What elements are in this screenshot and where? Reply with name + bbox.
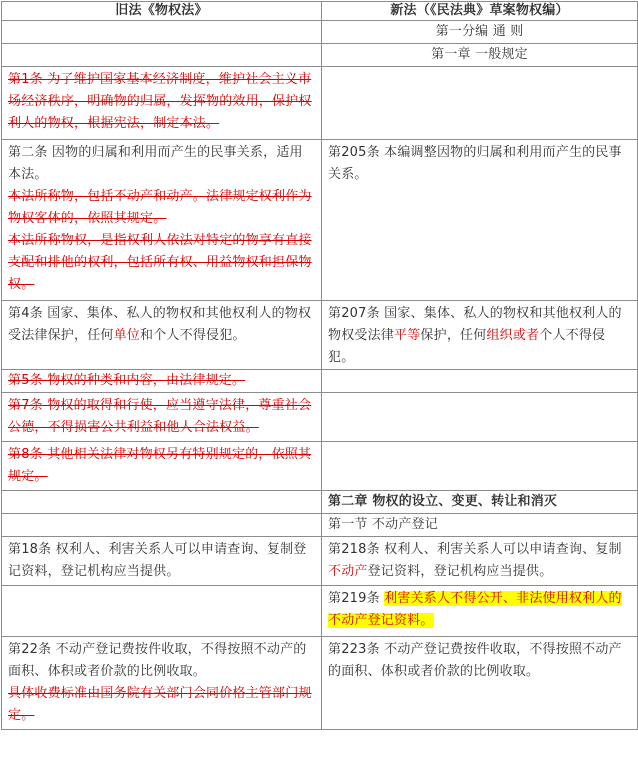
new-empty-cell (322, 67, 638, 140)
article4-row (2, 301, 638, 370)
law-comparison-table (1, 1, 638, 730)
article1-old-text: 第1条 为了维护国家基本经济制度，维护社会主义市场经济秩序，明确物的归属，发挥物的效用，保护权利人的物权，根据宪法，制定本法。 (8, 72, 312, 131)
article219-new-highlighted: 利害关系人不得公开、非法使用权利人的不动产登记资料。 (328, 591, 622, 628)
new-empty-cell (322, 370, 638, 393)
article2-old-para1: 第二条 因物的归属和利用而产生的民事关系，适用本法。 (8, 145, 303, 182)
old-empty-cell (2, 586, 322, 637)
section1-row (2, 514, 638, 537)
article7-old (2, 393, 322, 442)
chapter1-heading: 第一章 一般规定 (322, 44, 638, 67)
article2-row (2, 140, 638, 301)
new-law-header: 新法（《民法典》草案物权编） (322, 2, 638, 21)
section1-heading: 第一节 不动产登记 (322, 514, 638, 537)
article18-row (2, 537, 638, 586)
article207-new-text-c: 个人不得侵犯。 (328, 328, 606, 365)
part-row (2, 21, 638, 44)
header-row (2, 2, 638, 21)
article18-old-text: 第18条 权利人、利害关系人可以申请查询、复制登记资料，登记机构应当提供。 (8, 542, 307, 579)
chapter2-heading: 第二章 物权的设立、变更、转让和消灭 (322, 491, 638, 514)
article4-old-changed: 单位 (113, 328, 141, 343)
article8-row (2, 442, 638, 491)
article207-new-changed1: 平等 (394, 328, 421, 343)
article5-old-text: 第5条 物权的种类和内容，由法律规定。 (8, 373, 246, 388)
chapter1-row (2, 44, 638, 67)
article207-new-text-a: 第207条 国家、集体、私人的物权和其他权利人的物权受法律 (328, 306, 622, 343)
article8-old (2, 442, 322, 491)
article2-old (2, 140, 322, 301)
article22-row (2, 637, 638, 730)
article1-row (2, 67, 638, 140)
article7-row (2, 393, 638, 442)
article22-old-para1: 第22条 不动产登记费按件收取，不得按照不动产的面积、体积或者价款的比例收取。 (8, 642, 307, 679)
article7-old-text: 第7条 物权的取得和行使，应当遵守法律，尊重社会公德，不得损害公共利益和他人合法权益。 (8, 398, 312, 435)
article5-old (2, 370, 322, 393)
article18-old (2, 537, 322, 586)
article207-new-text-b: 保护，任何 (420, 328, 487, 343)
article218-new-text-a: 第218条 权利人、利害关系人可以申请查询、复制 (328, 542, 622, 557)
article5-row (2, 370, 638, 393)
chapter2-row (2, 491, 638, 514)
article4-old-text-a: 第4条 国家、集体、私人的物权和其他权利人的物权受法律保护，任何 (8, 306, 312, 343)
article218-new-text-b: 登记资料，登记机构应当提供。 (367, 564, 553, 579)
article218-new (322, 537, 638, 586)
article2-old-para3: 本法所称物权，是指权利人依法对特定的物享有直接支配和排他的权利，包括所有权、用益物权和担保物权。 (8, 233, 312, 292)
article219-new (322, 586, 638, 637)
old-law-header: 旧法《物权法》 (2, 2, 322, 21)
article4-old (2, 301, 322, 370)
new-empty-cell (322, 393, 638, 442)
article205-new (322, 140, 638, 301)
old-empty-cell (2, 514, 322, 537)
article22-old-para2: 具体收费标准由国务院有关部门会同价格主管部门规定。 (8, 686, 312, 723)
article219-new-number: 第219条 (328, 591, 385, 606)
old-empty-cell (2, 44, 322, 67)
article22-old (2, 637, 322, 730)
article4-old-text-b: 和个人不得侵犯。 (140, 328, 246, 343)
old-empty-cell (2, 21, 322, 44)
part-heading: 第一分编 通 则 (322, 21, 638, 44)
article223-new (322, 637, 638, 730)
article207-new-changed2: 组织或者 (486, 328, 540, 343)
article207-new (322, 301, 638, 370)
old-empty-cell (2, 491, 322, 514)
new-empty-cell (322, 442, 638, 491)
article1-old (2, 67, 322, 140)
article2-old-para2: 本法所称物，包括不动产和动产。法律规定权利作为物权客体的，依照其规定。 (8, 189, 312, 226)
article8-old-text: 第8条 其他相关法律对物权另有特别规定的，依照其规定。 (8, 447, 312, 484)
article223-new-text: 第223条 不动产登记费按件收取，不得按照不动产的面积、体积或者价款的比例收取。 (328, 642, 622, 679)
article218-new-changed: 不动产 (328, 564, 368, 579)
article219-row (2, 586, 638, 637)
article205-new-text: 第205条 本编调整因物的归属和利用而产生的民事关系。 (328, 145, 622, 182)
